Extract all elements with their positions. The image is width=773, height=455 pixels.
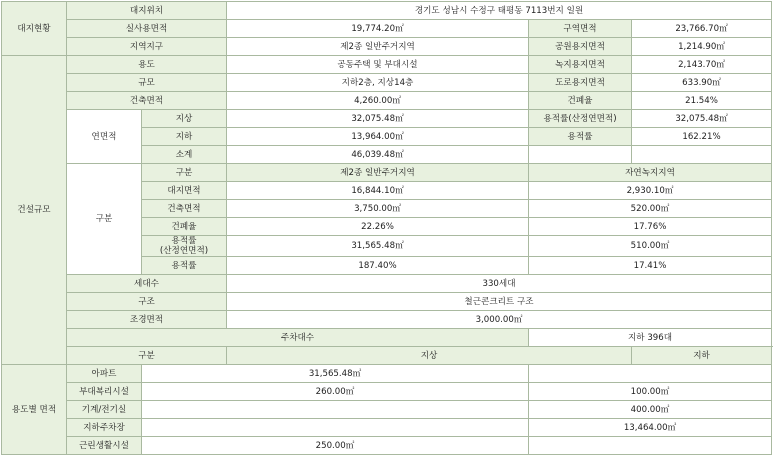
division-row-col1: 187.40% (227, 257, 529, 275)
site-location-value: 경기도 성남시 수정구 태평동 7113번지 일원 (227, 2, 772, 20)
usage-row-parking (2, 419, 772, 437)
building-area-value: 4,260.00㎡ (227, 92, 529, 110)
parking-row (2, 329, 772, 347)
project-spec-table (1, 1, 772, 455)
building-area-row (2, 92, 772, 110)
division-header-label: 구분 (142, 164, 227, 182)
zone-area-label: 구역면적 (529, 20, 632, 38)
division-label: 구분 (67, 164, 142, 275)
usage-header-col1: 지상 (227, 347, 632, 365)
division-row-label: 건축면적 (142, 200, 227, 218)
road-area-value: 633.90㎡ (632, 74, 772, 92)
actual-use-area-value: 19,774.20㎡ (227, 20, 529, 38)
structure-row (2, 293, 772, 311)
division-row-label: 대지면적 (142, 182, 227, 200)
division-row-label-line1: 용적률 (171, 236, 197, 246)
parking-label: 주차대수 (67, 329, 529, 347)
empty-cell (632, 146, 772, 164)
usage-header-row (2, 347, 772, 365)
households-row (2, 275, 772, 293)
gfa-subtotal-label: 소계 (142, 146, 227, 164)
usage-row-label: 근린생활시설 (67, 437, 142, 455)
structure-label: 구조 (67, 293, 227, 311)
green-area-label: 녹지용지면적 (529, 56, 632, 74)
use-label: 용도 (67, 56, 227, 74)
usage-row-label: 부대복리시설 (67, 383, 142, 401)
gfa-above-label: 지상 (142, 110, 227, 128)
site-section-label: 대지현황 (2, 2, 67, 56)
gfa-below-label: 지하 (142, 128, 227, 146)
scale-value: 지하2층, 지상14층 (227, 74, 529, 92)
coverage-ratio-label: 건폐율 (529, 92, 632, 110)
far-gfa-label: 용적률(산정연면적) (529, 110, 632, 128)
usage-row-col2: 100.00㎡ (529, 383, 772, 401)
usage-header-col2: 지하 (632, 347, 772, 365)
division-row-col2: 520.00㎡ (529, 200, 772, 218)
households-value: 330세대 (227, 275, 772, 293)
site-zoning-row (2, 38, 772, 56)
landscape-value: 3,000.00㎡ (227, 311, 772, 329)
division-header-row (2, 164, 772, 182)
road-area-label: 도로용지면적 (529, 74, 632, 92)
division-row-label: 용적률 (142, 257, 227, 275)
far-value: 162.21% (632, 128, 772, 146)
far-label: 용적률 (529, 128, 632, 146)
division-header-col1: 제2종 일반주거지역 (227, 164, 529, 182)
division-row-col1: 22.26% (227, 218, 529, 236)
usage-row-col2 (529, 365, 772, 383)
division-row-col2: 17.41% (529, 257, 772, 275)
usage-row-col1 (142, 401, 529, 419)
park-area-value: 1,214.90㎡ (632, 38, 772, 56)
usage-row-retail (2, 437, 772, 455)
structure-value: 철근콘크리트 구조 (227, 293, 772, 311)
usage-row-label: 기계/전기실 (67, 401, 142, 419)
gfa-subtotal-value: 46,039.48㎡ (227, 146, 529, 164)
site-area-row (2, 20, 772, 38)
usage-section-label: 용도별 면적 (2, 365, 67, 455)
empty-cell (529, 146, 632, 164)
division-row-col1: 31,565.48㎡ (227, 236, 529, 257)
usage-row-apartment (2, 365, 772, 383)
landscape-label: 조경면적 (67, 311, 227, 329)
division-row-col2: 2,930.10㎡ (529, 182, 772, 200)
gfa-label: 연면적 (67, 110, 142, 164)
site-location-row (2, 2, 772, 20)
division-row-label (142, 236, 227, 257)
gfa-above-row (2, 110, 772, 128)
usage-row-label: 지하주차장 (67, 419, 142, 437)
use-value: 공동주택 및 부대시설 (227, 56, 529, 74)
usage-header-label: 구분 (67, 347, 227, 365)
households-label: 세대수 (67, 275, 227, 293)
zone-area-value: 23,766.70㎡ (632, 20, 772, 38)
division-row-label-line2: (산정연면적) (159, 246, 209, 256)
gfa-above-value: 32,075.48㎡ (227, 110, 529, 128)
construction-section-label: 건설규모 (2, 56, 67, 365)
coverage-ratio-value: 21.54% (632, 92, 772, 110)
landscape-row (2, 311, 772, 329)
far-gfa-value: 32,075.48㎡ (632, 110, 772, 128)
scale-label: 규모 (67, 74, 227, 92)
usage-row-col2: 400.00㎡ (529, 401, 772, 419)
parking-value: 지하 396대 (529, 329, 772, 347)
division-row-col2: 510.00㎡ (529, 236, 772, 257)
gfa-below-value: 13,964.00㎡ (227, 128, 529, 146)
division-row-col1: 3,750.00㎡ (227, 200, 529, 218)
building-area-label: 건축면적 (67, 92, 227, 110)
usage-row-col1: 31,565.48㎡ (142, 365, 529, 383)
scale-row (2, 74, 772, 92)
zoning-label: 지역지구 (67, 38, 227, 56)
division-row-col2: 17.76% (529, 218, 772, 236)
division-row-col1: 16,844.10㎡ (227, 182, 529, 200)
site-location-label: 대지위치 (67, 2, 227, 20)
division-row-label: 건폐율 (142, 218, 227, 236)
use-row (2, 56, 772, 74)
usage-row-mechanical (2, 401, 772, 419)
park-area-label: 공원용지면적 (529, 38, 632, 56)
usage-row-welfare (2, 383, 772, 401)
usage-row-label: 아파트 (67, 365, 142, 383)
actual-use-area-label: 실사용면적 (67, 20, 227, 38)
usage-row-col1: 260.00㎡ (142, 383, 529, 401)
green-area-value: 2,143.70㎡ (632, 56, 772, 74)
zoning-value: 제2종 일반주거지역 (227, 38, 529, 56)
division-header-col2: 자연녹지지역 (529, 164, 772, 182)
usage-row-col2 (529, 437, 772, 455)
usage-row-col1: 250.00㎡ (142, 437, 529, 455)
usage-row-col2: 13,464.00㎡ (529, 419, 772, 437)
usage-row-col1 (142, 419, 529, 437)
